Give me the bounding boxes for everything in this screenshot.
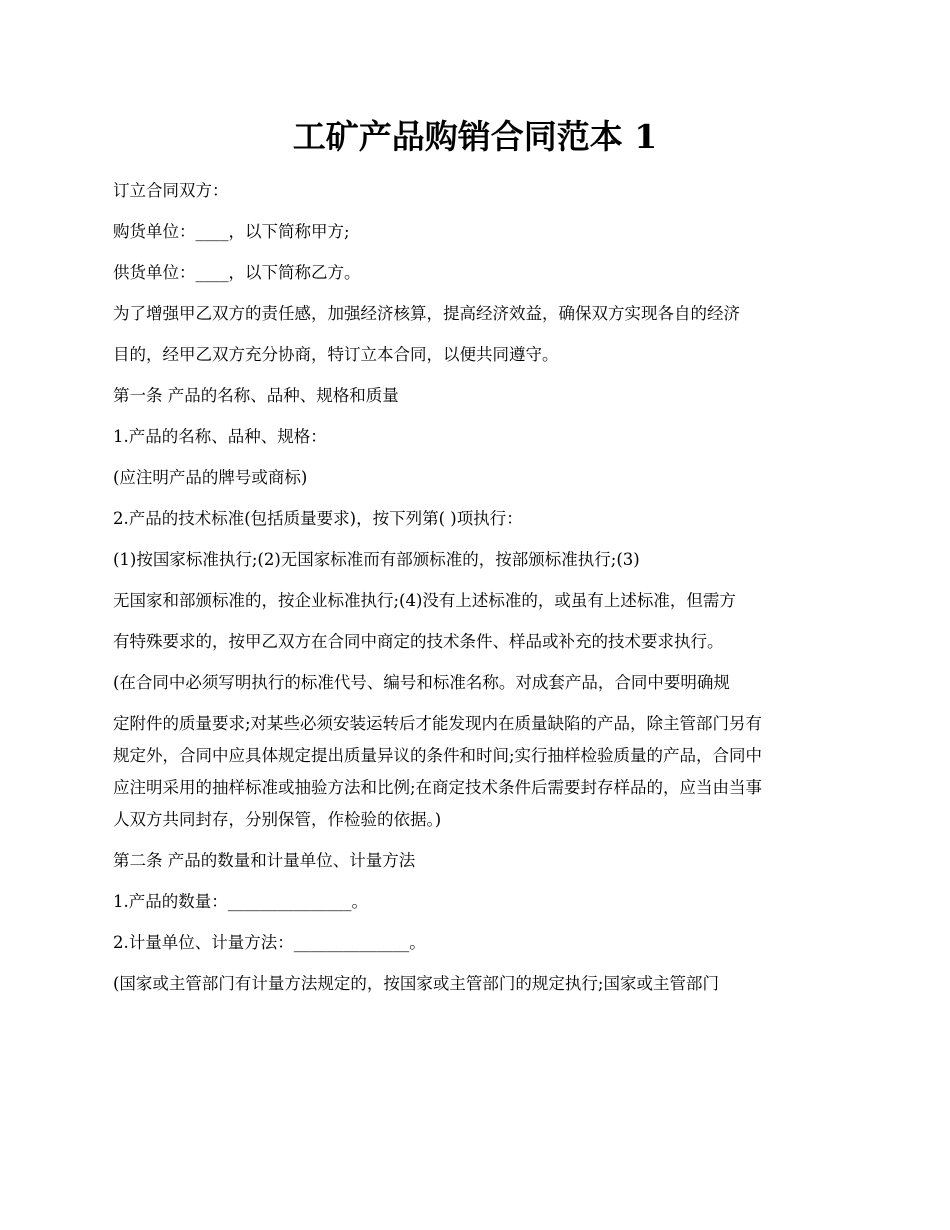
paragraph-line: 2.产品的技术标准(包括质量要求)，按下列第( )项执行： <box>113 509 523 528</box>
document-body <box>113 180 833 1014</box>
paragraph-line: (国家或主管部门有计量方法规定的，按国家或主管部门的规定执行;国家或主管部门 <box>113 974 719 993</box>
paragraph-line: 购货单位：____，以下简称甲方; <box>113 222 350 241</box>
paragraph-line: 无国家和部颁标准的，按企业标准执行;(4)没有上述标准的，或虽有上述标准，但需方 <box>113 591 736 610</box>
paragraph-line: (1)按国家标准执行;(2)无国家标准而有部颁标准的，按部颁标准执行;(3) <box>113 550 640 569</box>
paragraph-line: 人双方共同封存，分别保管，作检验的依据。) <box>113 810 442 829</box>
paragraph-line: 目的，经甲乙双方充分协商，特订立本合同，以便共同遵守。 <box>113 345 559 364</box>
paragraph-line: 第二条 产品的数量和计量单位、计量方法 <box>113 851 416 870</box>
paragraph-line: 规定外，合同中应具体规定提出质量异议的条件和时间;实行抽样检验质量的产品，合同中 <box>113 746 763 765</box>
paragraph-line: 第一条 产品的名称、品种、规格和质量 <box>113 386 399 405</box>
paragraph-line: 为了增强甲乙双方的责任感，加强经济核算，提高经济效益，确保双方实现各自的经济 <box>113 304 740 323</box>
document-title: 工矿产品购销合同范本 1 <box>292 117 658 156</box>
paragraph-line: 1.产品的数量：_______________。 <box>113 892 368 911</box>
paragraph-line: 应注明采用的抽样标准或抽验方法和比例;在商定技术条件后需要封存样品的，应当由当事 <box>113 778 763 797</box>
paragraph-line: 有特殊要求的，按甲乙双方在合同中商定的技术条件、样品或补充的技术要求执行。 <box>113 632 724 651</box>
paragraph-line: 定附件的质量要求;对某些必须安装运转后才能发现内在质量缺陷的产品，除主管部门另有 <box>113 714 763 733</box>
paragraph-line: 订立合同双方： <box>113 181 229 200</box>
paragraph-line: (应注明产品的牌号或商标) <box>113 468 308 487</box>
paragraph-line: 供货单位：____，以下简称乙方。 <box>113 263 361 282</box>
paragraph-line: 2.计量单位、计量方法：______________。 <box>113 933 426 952</box>
paragraph-line: (在合同中必须写明执行的标准代号、编号和标准名称。对成套产品，合同中要明确规 <box>113 673 730 692</box>
paragraph-line: 1.产品的名称、品种、规格： <box>113 427 327 446</box>
